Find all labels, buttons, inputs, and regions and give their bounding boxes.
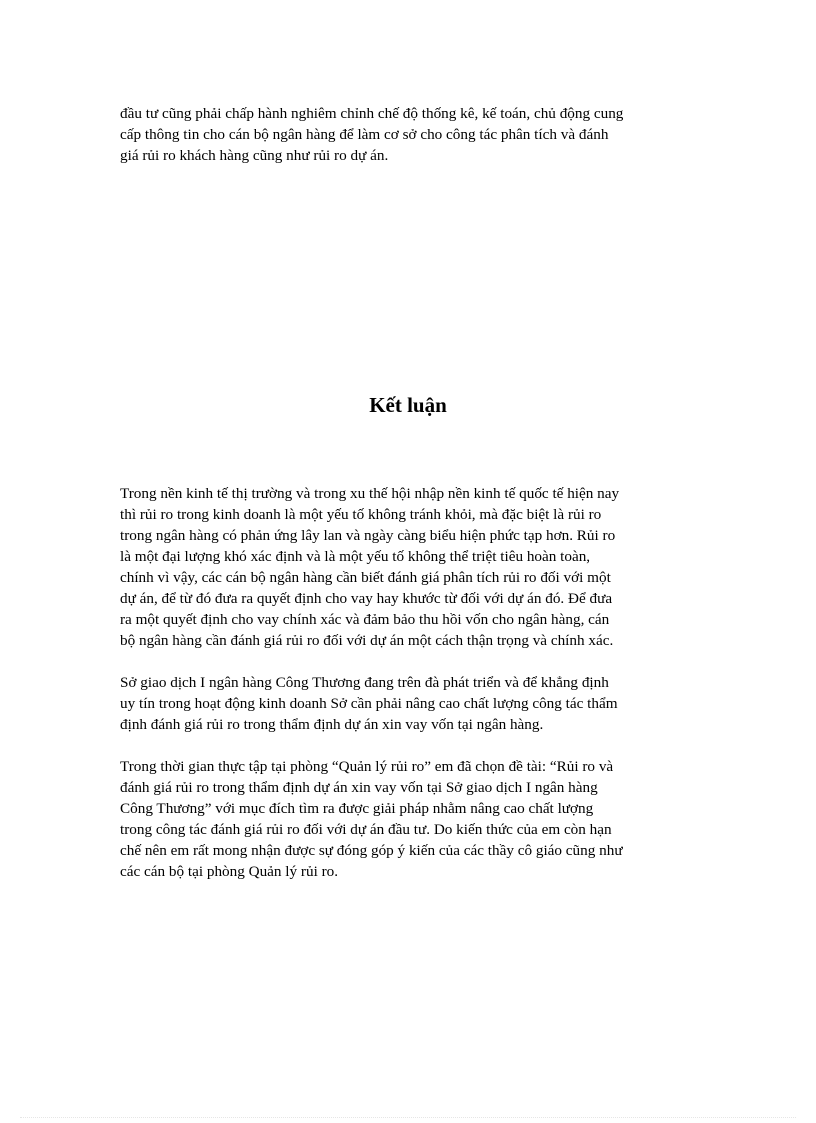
conclusion-paragraph-3 <box>120 756 700 882</box>
text-line: giá rủi ro khách hàng cũng như rủi ro dự án. <box>120 147 389 164</box>
text-line: trong công tác đánh giá rủi ro đối với dự án đầu tư. Do kiến thức của em còn hạn <box>120 821 612 838</box>
text-line: các cán bộ tại phòng Quản lý rủi ro. <box>120 863 339 880</box>
text-line: cấp thông tin cho cán bộ ngân hàng để làm cơ sở cho công tác phân tích và đánh <box>120 126 609 143</box>
text-line: Công Thương” với mục đích tìm ra được giải pháp nhằm nâng cao chất lượng <box>120 800 594 817</box>
intro-paragraph <box>120 103 700 166</box>
section-title: Kết luận <box>369 393 447 417</box>
text-line: đầu tư cũng phải chấp hành nghiêm chỉnh chế độ thống kê, kế toán, chủ động cung <box>120 105 624 122</box>
text-line: Trong nền kinh tế thị trường và trong xu thế hội nhập nền kinh tế quốc tế hiện nay <box>120 485 620 502</box>
conclusion-paragraph-2 <box>120 672 700 735</box>
text-line: thì rủi ro trong kinh doanh là một yếu tố không tránh khỏi, mà đặc biệt là rủi ro <box>120 506 602 523</box>
text-line: ra một quyết định cho vay chính xác và đảm bảo thu hồi vốn cho ngân hàng, cán <box>120 611 610 628</box>
text-line: Sở giao dịch I ngân hàng Công Thương đang trên đà phát triển và để khẳng định <box>120 674 609 691</box>
conclusion-paragraph-1 <box>120 483 700 651</box>
text-line: Trong thời gian thực tập tại phòng “Quản lý rủi ro” em đã chọn đề tài: “Rủi ro và <box>120 758 614 775</box>
text-line: là một đại lượng khó xác định và là một yếu tố không thể triệt tiêu hoàn toàn, <box>120 548 591 565</box>
page-bottom-divider <box>20 1117 796 1118</box>
text-line: uy tín trong hoạt động kinh doanh Sở cần phải nâng cao chất lượng công tác thẩm <box>120 695 618 712</box>
text-line: chế nên em rất mong nhận được sự đóng góp ý kiến của các thầy cô giáo cũng như <box>120 842 623 859</box>
text-line: đánh giá rủi ro trong thẩm định dự án xin vay vốn tại Sở giao dịch I ngân hàng <box>120 779 598 796</box>
text-line: chính vì vậy, các cán bộ ngân hàng cần biết đánh giá phân tích rủi ro đối với một <box>120 569 611 586</box>
text-line: dự án, để từ đó đưa ra quyết định cho vay hay khước từ đối với dự án đó. Để đưa <box>120 590 613 607</box>
text-line: định đánh giá rủi ro trong thẩm định dự án xin vay vốn tại ngân hàng. <box>120 716 544 733</box>
text-line: trong ngân hàng có phản ứng lây lan và ngày càng biểu hiện phức tạp hơn. Rủi ro <box>120 527 616 544</box>
text-line: bộ ngân hàng cần đánh giá rủi ro đối với dự án một cách thận trọng và chính xác. <box>120 632 614 649</box>
